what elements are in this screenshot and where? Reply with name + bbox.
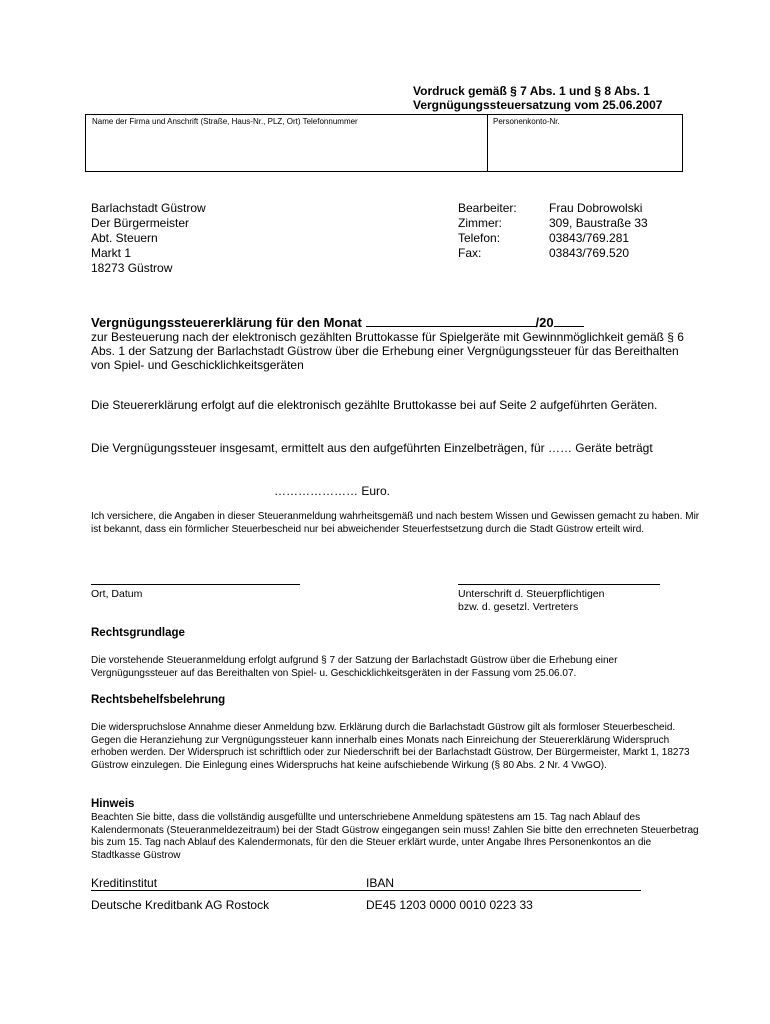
- iban-label: IBAN: [366, 876, 395, 890]
- rechtsbehelf-heading: Rechtsbehelfsbelehrung: [91, 694, 226, 706]
- contact-value: Frau Dobrowolski: [549, 201, 643, 215]
- bank-label-row: [91, 876, 366, 891]
- form-reference-line1: Vordruck gemäß § 7 Abs. 1 und § 8 Abs. 1: [413, 84, 650, 98]
- hinweis-heading: Hinweis: [91, 798, 135, 810]
- contact-label: Fax:: [458, 246, 482, 260]
- bank-label: Kreditinstitut: [91, 876, 158, 890]
- contact-label: Zimmer:: [458, 216, 502, 230]
- paragraph-bruttokasse: Die Steuererklärung erfolgt auf die elektronisch gezählte Bruttokasse bei auf Seite 2 aufgeführten Geräten.: [91, 398, 658, 412]
- account-number-label: Personenkonto-Nr.: [493, 117, 560, 126]
- recipient-line: Abt. Steuern: [91, 231, 158, 245]
- rechtsbehelf-text: Die widerspruchslose Annahme dieser Anmeldung bzw. Erklärung durch die Barlachstadt Güstrow gilt als formloser Steuerbescheid. Gegen die Heranziehung zur Vergnügungssteuer kann innerhalb eines Monats nach Einreichung der Steuererklärung Widerspruch erhoben werden. Der Widerspruch ist schriftlich oder zur Niederschrift bei der Barlachstadt Güstrow, Der Bürgermeister, Markt 1, 18273 Güstrow einzulegen. Die Einlegung eines Widerspruchs hat keine aufschiebende Wirkung (§ 80 Abs. 2 Nr. 4 VwGO).: [91, 722, 690, 771]
- sender-name-label: Name der Firma und Anschrift (Straße, Haus-Nr., PLZ, Ort) Telefonnummer: [92, 117, 358, 126]
- intro-paragraph: zur Besteuerung nach der elektronisch gezählten Bruttokasse für Spielgeräte mit Gewinnmöglichkeit gemäß § 6 Abs. 1 der Satzung der Barlachstadt Güstrow über die Erhebung einer Vergnügungssteuer für das Bereithalten von Spiel- und Geschicklichkeitsgeräten: [91, 330, 684, 372]
- recipient-line: Der Bürgermeister: [91, 216, 190, 230]
- iban-value: DE45 1203 0000 0010 0223 33: [366, 898, 533, 912]
- rechtsgrundlage-text: Die vorstehende Steueranmeldung erfolgt aufgrund § 7 der Satzung der Barlachstadt Güstrow über die Erhebung einer Vergnügungssteuer auf das Bereithalten von Spiel- u. Geschicklichkeitsgeräten in der Fassung vom 25.06.07.: [91, 655, 618, 679]
- contact-values: [549, 201, 648, 261]
- box-divider: [487, 115, 488, 171]
- contact-labels: [458, 201, 517, 261]
- bank-name: Deutsche Kreditbank AG Rostock: [91, 898, 270, 912]
- rechtsgrundlage-heading: Rechtsgrundlage: [91, 627, 185, 639]
- form-reference: [413, 84, 662, 112]
- iban-label-row: [366, 876, 641, 891]
- form-reference-line2: Vergnügungssteuersatzung vom 25.06.2007: [413, 98, 663, 112]
- paragraph-tax-total: Die Vergnügungssteuer insgesamt, ermittelt aus den aufgeführten Einzelbeträgen, für …… Geräte beträgt: [91, 441, 653, 455]
- place-date-label: Ort, Datum: [91, 588, 143, 600]
- hinweis-text: Beachten Sie bitte, dass die vollständig ausgefüllte und unterschriebene Anmeldung spätestens am 15. Tag nach Ablauf des Kalendermonats (Steueranmeldezeitraum) bei der Stadt Güstrow eingegangen sein muss! Zahlen Sie bitte den errechneten Steuerbetrag bis zum 15. Tag nach Ablauf des Kalendermonats, für den die Steuer erklärt wurde, unter Angabe Ihres Personenkontos an die Stadtkasse Güstrow: [91, 812, 699, 861]
- place-date-line[interactable]: [91, 584, 300, 585]
- signature-label-line1: Unterschrift d. Steuerpflichtigen: [458, 588, 605, 600]
- contact-value: 03843/769.520: [549, 246, 630, 260]
- contact-label: Telefon:: [458, 231, 501, 245]
- recipient-line: Barlachstadt Güstrow: [91, 201, 206, 215]
- year-blank[interactable]: [554, 314, 584, 327]
- signature-label: [458, 588, 605, 614]
- year-prefix: /20: [535, 315, 554, 330]
- title-text: Vergnügungssteuererklärung für den Monat: [91, 315, 362, 330]
- sender-box: [85, 114, 683, 172]
- signature-line[interactable]: [458, 584, 660, 585]
- recipient-line: 18273 Güstrow: [91, 261, 173, 275]
- declaration-paragraph: Ich versichere, die Angaben in dieser Steueranmeldung wahrheitsgemäß und nach bestem Wissen und Gewissen gemacht zu haben. Mir ist bekannt, dass ein förmlicher Steuerbescheid nur bei abweichender Steuerfestsetzung durch die Stadt Güstrow erteilt wird.: [91, 511, 700, 535]
- recipient-line: Markt 1: [91, 246, 132, 260]
- contact-value: 03843/769.281: [549, 231, 630, 245]
- amount-euro[interactable]: ………………… Euro.: [274, 484, 391, 498]
- contact-value: 309, Baustraße 33: [549, 216, 648, 230]
- month-blank[interactable]: [366, 314, 536, 327]
- contact-label: Bearbeiter:: [458, 201, 517, 215]
- declaration-title: [91, 314, 584, 330]
- signature-label-line2: bzw. d. gesetzl. Vertreters: [458, 601, 579, 613]
- recipient-address: [91, 201, 206, 276]
